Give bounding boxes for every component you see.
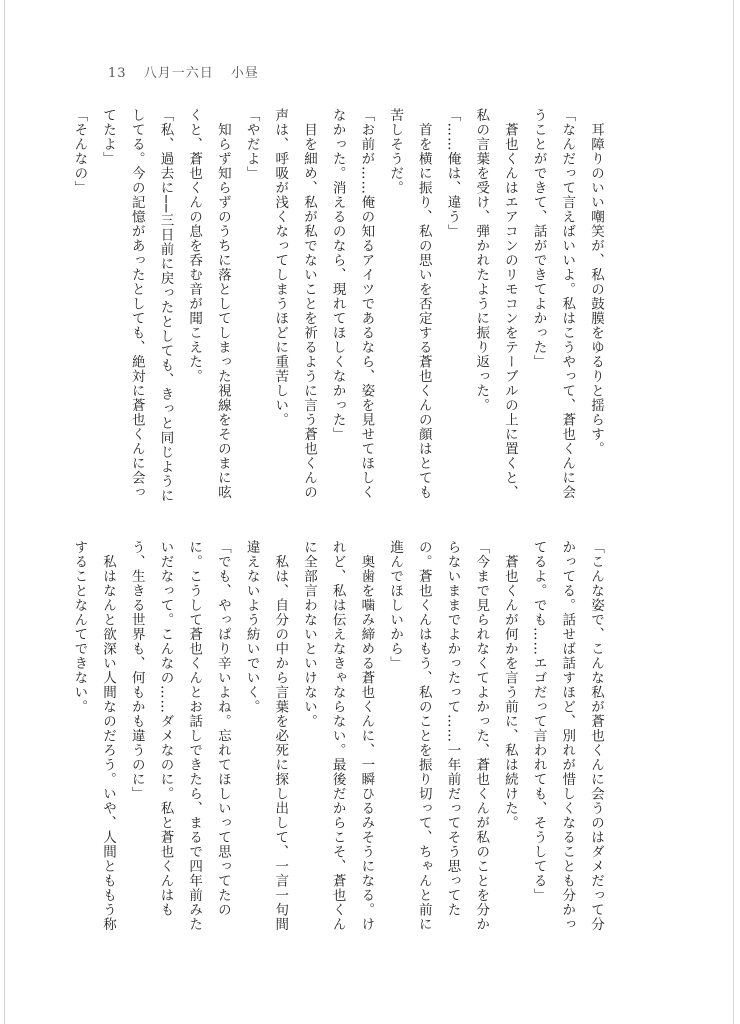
- paragraph: 「今まで見られなくてよかった、蒼也くんが私のことを分からないままでよかったって……一年前だってそう思ってたの。蒼也くんはもう、私のことを振り切って、ちゃんと前に進んでほしいから」: [387, 540, 490, 932]
- paragraph: 「なんだって言えばいいよ。私はこうやって、蒼也くんに会うことができて、話ができてよかった」: [530, 108, 576, 500]
- lower-text-block: [71, 540, 610, 940]
- paragraph: 「でも、やっぱり辛いよね。忘れてほしいって思ってたのに。こうして蒼也くんとお話しできたら、まるで四年前みたいだなって。こんなの……ダメなのに。私と蒼也くんはもう、生きる世界も、何もかも違うのに」: [128, 540, 231, 932]
- chapter-time: 小昼: [230, 66, 259, 81]
- page-number: 13: [108, 66, 127, 81]
- running-header: [108, 62, 271, 81]
- paragraph: 「私、過去に──三日前に戻ったとしても、きっと同じようにしてる。今の記憶があったとしても、絶対に蒼也くんに会ってたよ」: [100, 108, 174, 504]
- paragraph: 「……俺は、違う」: [444, 108, 461, 239]
- paragraph: 蒼也くんが何かを言う前に、私は続けた。: [501, 540, 518, 830]
- chapter-date: 八月一六日: [143, 66, 214, 81]
- page-edge-left: [4, 0, 5, 1024]
- upper-text-block: [71, 108, 610, 508]
- paragraph: 知らず知らずのうちに落としてしまった視線をそのまに呟くと、蒼也くんの息を呑む音が聞こえた。: [186, 108, 231, 500]
- paragraph: 私はなんと欲深い人間なのだろう。いや、人間とももう称することなんてできない。: [71, 540, 117, 932]
- paragraph: 蒼也くんはエアコンのリモコンをテーブルの上に置くと、私の言葉を受け、弾かれたように振り返った。: [473, 108, 518, 500]
- paragraph: 耳障りのいい嘲笑が、私の鼓膜をゆるりと揺らす。: [588, 108, 604, 456]
- page-edge-right: [733, 0, 734, 1024]
- paragraph: 首を横に振り、私の思いを否定する蒼也くんの顔はとても苦しそうだ。: [387, 108, 432, 500]
- paragraph: 「こんな姿で、こんな私が蒼也くんに会うのはダメだって分かってる。話せば話すほど、別れが惜しくなることも分かってるよ。でも……エゴだって言われても、そうしてる」: [530, 540, 604, 932]
- paragraph: 目を細め、私が私でないことを祈るように言う蒼也くんの声は、呼吸が浅くなってしまうほどに重苦しい。: [272, 108, 317, 500]
- paragraph: 「お前が……俺の知るアイツであるなら、姿を見せてほしくなかった。消えるのなら、現れてほしくなかった」: [329, 108, 375, 500]
- paragraph: 「やだよ」: [243, 108, 260, 181]
- paragraph: 「そんなの」: [71, 108, 88, 195]
- paragraph: 奥歯を噛み締める蒼也くんに、一瞬ひるみそうになる。けれど、私は伝えなきゃならない。最後だからこそ、蒼也くんに全部言わないといけない。: [300, 540, 375, 932]
- paragraph: 私は、自分の中から言葉を必死に探し出して、一言一句間違えないよう紡いでいく。: [243, 540, 289, 932]
